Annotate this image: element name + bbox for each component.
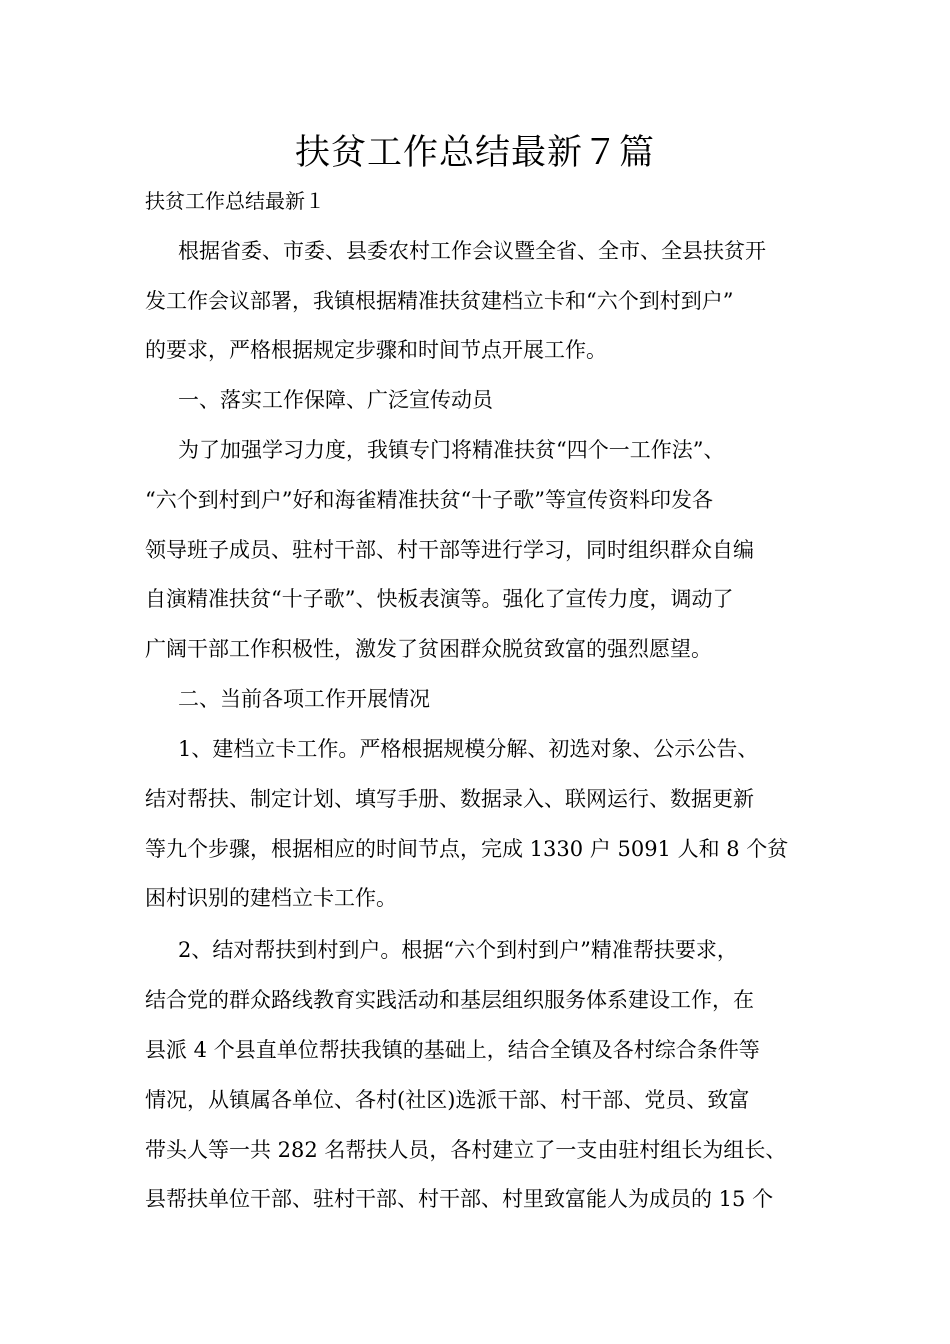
paragraph-line: 发工作会议部署，我镇根据精准扶贫建档立卡和“六个到村到户”	[145, 289, 734, 313]
paragraph-line: 自演精准扶贫“十子歌”、快板表演等。强化了宣传力度，调动了	[145, 587, 734, 611]
paragraph-line: 困村识别的建档立卡工作。	[145, 886, 397, 910]
paragraph-line: “六个到村到户”好和海雀精准扶贫“十子歌”等宣传资料印发各	[145, 488, 713, 512]
paragraph-line: 1、建档立卡工作。严格根据规模分解、初选对象、公示公告、	[178, 737, 759, 761]
paragraph-line: 的要求，严格根据规定步骤和时间节点开展工作。	[145, 338, 607, 362]
paragraph-line: 广阔干部工作积极性，激发了贫困群众脱贫致富的强烈愿望。	[145, 637, 712, 661]
paragraph-line: 领导班子成员、驻村干部、村干部等进行学习，同时组织群众自编	[145, 538, 754, 562]
document-title: 扶贫工作总结最新７篇	[294, 133, 655, 173]
paragraph-line: 情况，从镇属各单位、各村(社区)选派干部、村干部、党员、致富	[145, 1088, 750, 1112]
paragraph-line: 县派 4 个县直单位帮扶我镇的基础上，结合全镇及各村综合条件等	[145, 1038, 760, 1062]
paragraph-line: 结合党的群众路线教育实践活动和基层组织服务体系建设工作，在	[145, 988, 754, 1012]
paragraph-line: 等九个步骤，根据相应的时间节点，完成 1330 户 5091 人和 8 个贫	[145, 837, 789, 861]
paragraph-line: 结对帮扶、制定计划、填写手册、数据录入、联网运行、数据更新	[145, 787, 754, 811]
paragraph-line: 2、结对帮扶到村到户。根据“六个到村到户”精准帮扶要求，	[178, 938, 738, 962]
section-subtitle: 扶贫工作总结最新１	[145, 189, 325, 213]
paragraph-line: 县帮扶单位干部、驻村干部、村干部、村里致富能人为成员的 15 个	[145, 1187, 774, 1211]
paragraph-line: 根据省委、市委、县委农村工作会议暨全省、全市、全县扶贫开	[178, 239, 766, 263]
paragraph-line: 带头人等一共 282 名帮扶人员，各村建立了一支由驻村组长为组长、	[145, 1138, 787, 1162]
paragraph-line: 为了加强学习力度，我镇专门将精准扶贫“四个一工作法”、	[178, 438, 725, 462]
section-heading: 二、当前各项工作开展情况	[178, 687, 430, 711]
section-heading: 一、落实工作保障、广泛宣传动员	[178, 388, 493, 412]
